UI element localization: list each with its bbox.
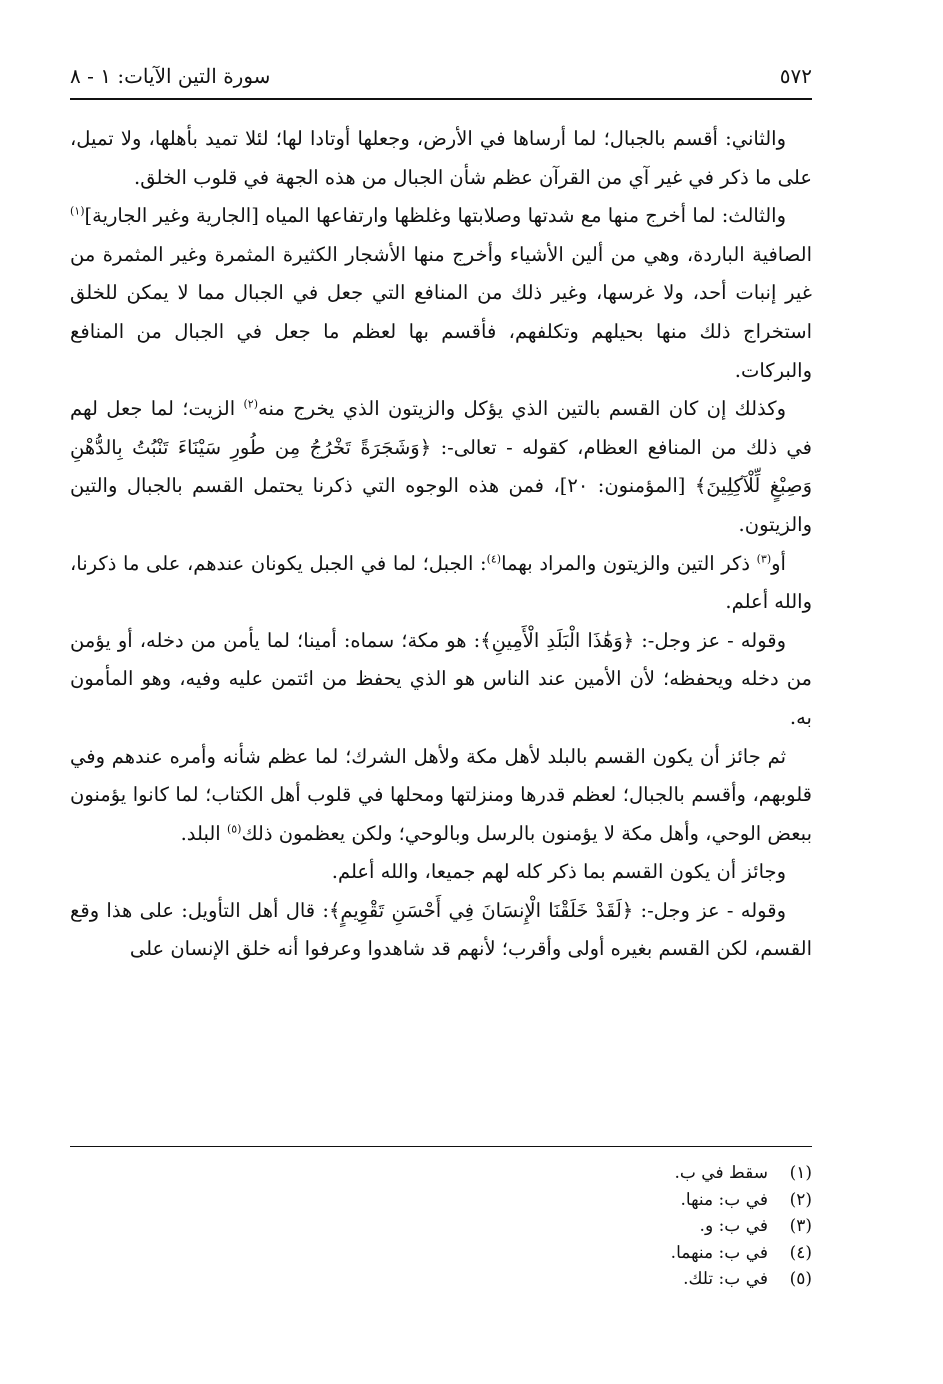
footnote-text: في ب: منهما. (670, 1242, 768, 1263)
footnote-item (70, 1266, 812, 1293)
paragraph-text: أو (771, 551, 786, 575)
paragraph-text: والثالث: لما أخرج منها مع شدتها وصلابتها وغلظها وارتفاعها المياه [الجارية وغير الجارية] (84, 204, 786, 228)
footnote-item (70, 1240, 812, 1267)
footnote-item (70, 1160, 812, 1187)
footnote-ref: (٤) (486, 552, 502, 566)
paragraph-text: ذكر التين والزيتون والمراد بهما (501, 551, 757, 575)
book-page (70, 58, 812, 1318)
quran-quote: ﴿وَهَٰذَا الْبَلَدِ الْأَمِينِ﴾ (480, 628, 635, 652)
running-title: سورة التين الآيات: ١ - ٨ (70, 64, 271, 88)
paragraph-8 (70, 892, 812, 969)
footnote-text: سقط في ب. (674, 1163, 768, 1183)
footnotes (70, 1160, 812, 1293)
paragraph-6 (70, 738, 812, 854)
footnote-item (70, 1187, 812, 1214)
paragraph-text: وكذلك إن كان القسم بالتين الذي يؤكل والزيتون الذي يخرج منه (258, 397, 786, 421)
paragraph-text: والثاني: أقسم بالجبال؛ لما أرساها في الأرض، وجعلها أوتادا لها؛ لئلا تميد بأهلها، ولا تميل، على ما ذكر في غير آي من القرآن عظم شأن الجبال من هذه الجهة في قلوب الخلق. (70, 127, 812, 189)
footnote-mark: (٣) (789, 1216, 812, 1236)
footnote-divider (70, 1146, 812, 1147)
paragraph-text: : هو مكة؛ سماه: أمينا؛ لما يأمن من دخله، أو يؤمن من دخله ويحفظه؛ لأن الأمين عند الناس هو الذي يحفظ من ائتمن عليه وفيه، وهو المأمون به. (70, 628, 812, 729)
paragraph-text: البلد. (180, 821, 227, 845)
footnote-mark: (١) (789, 1163, 812, 1183)
footnote-ref: (٥) (226, 822, 242, 836)
paragraph-text: [المؤمنون: ٢٠]، فمن هذه الوجوه التي ذكرنا يحتمل القسم بالجبال والتين والزيتون. (70, 474, 812, 536)
footnote-item (70, 1213, 812, 1240)
paragraph-text: الصافية الباردة، وهي من ألين الأشياء وأخرج منها الأشجار الكثيرة المثمرة وغير المثمرة من غير إنبات أحد، ولا غرسها، وغير ذلك من المنافع التي جعل في الجبال مما لا يمكن للخلق استخراج ذلك منها بحيلهم وتكلفهم، فأقسم بها لعظم ما جعل في الجبال من المنافع والبركات. (70, 242, 812, 382)
paragraph-text: ثم جائز أن يكون القسم بالبلد لأهل مكة ولأهل الشرك؛ لما عظم شأنه وأمره عندهم وفي قلوبهم، وأقسم بالجبال؛ لعظم قدرها ومنزلتها ومحلها في قلوب أهل الكتاب؛ لما كانوا يؤمنون ببعض الوحي، وأهل مكة لا يؤمنون بالرسل وبالوحي؛ ولكن يعظمون ذلك (70, 744, 812, 845)
paragraph-1 (70, 120, 812, 197)
footnote-ref: (٢) (243, 397, 258, 411)
footnote-ref: (١) (70, 204, 85, 218)
paragraph-5 (70, 622, 812, 738)
quran-quote: ﴿لَقَدْ خَلَقْنَا الْإِنسَانَ فِي أَحْسَنِ تَقْوِيمٍ﴾ (329, 898, 634, 922)
paragraph-text: وجائز أن يكون القسم بما ذكر كله لهم جميعا، والله أعلم. (331, 860, 786, 884)
paragraph-text: : قال أهل التأويل: على هذا وقع القسم، لكن القسم بغيره أولى وأقرب؛ لأنهم قد شاهدوا وعرفوا أنه خلق الإنسان على (70, 898, 812, 961)
footnote-text: في ب: تلك. (683, 1269, 768, 1289)
paragraph-2 (70, 197, 812, 390)
footnote-text: في ب: و. (699, 1216, 768, 1236)
footnote-mark: (٤) (789, 1242, 812, 1263)
footnote-mark: (٥) (789, 1269, 812, 1289)
main-text (70, 120, 812, 969)
page-number: ٥٧٢ (779, 64, 812, 88)
footnote-mark: (٢) (789, 1189, 812, 1210)
paragraph-text: : الجبل؛ لما في الجبل يكونان عندهم، على ما ذكرنا، والله أعلم. (70, 551, 812, 614)
footnote-ref: (٣) (756, 552, 772, 566)
paragraph-text: وقوله - عز وجل-: (633, 898, 786, 922)
paragraph-3 (70, 390, 812, 544)
paragraph-7 (70, 853, 812, 892)
paragraph-4 (70, 545, 812, 622)
page-header (70, 58, 812, 100)
paragraph-text: وقوله - عز وجل-: (634, 628, 787, 652)
paragraph-text: الزيت؛ لما جعل لهم في ذلك من المنافع العظام، كقوله - تعالى-: (70, 397, 812, 459)
footnote-text: في ب: منها. (680, 1189, 768, 1210)
quran-quote: ﴿وَشَجَرَةً تَخْرُجُ مِن طُورِ سَيْنَاءَ تَنْبُتُ بِالدُّهْنِ وَصِبْغٍ لِّلْآكِلِينَ﴾ (70, 435, 812, 498)
